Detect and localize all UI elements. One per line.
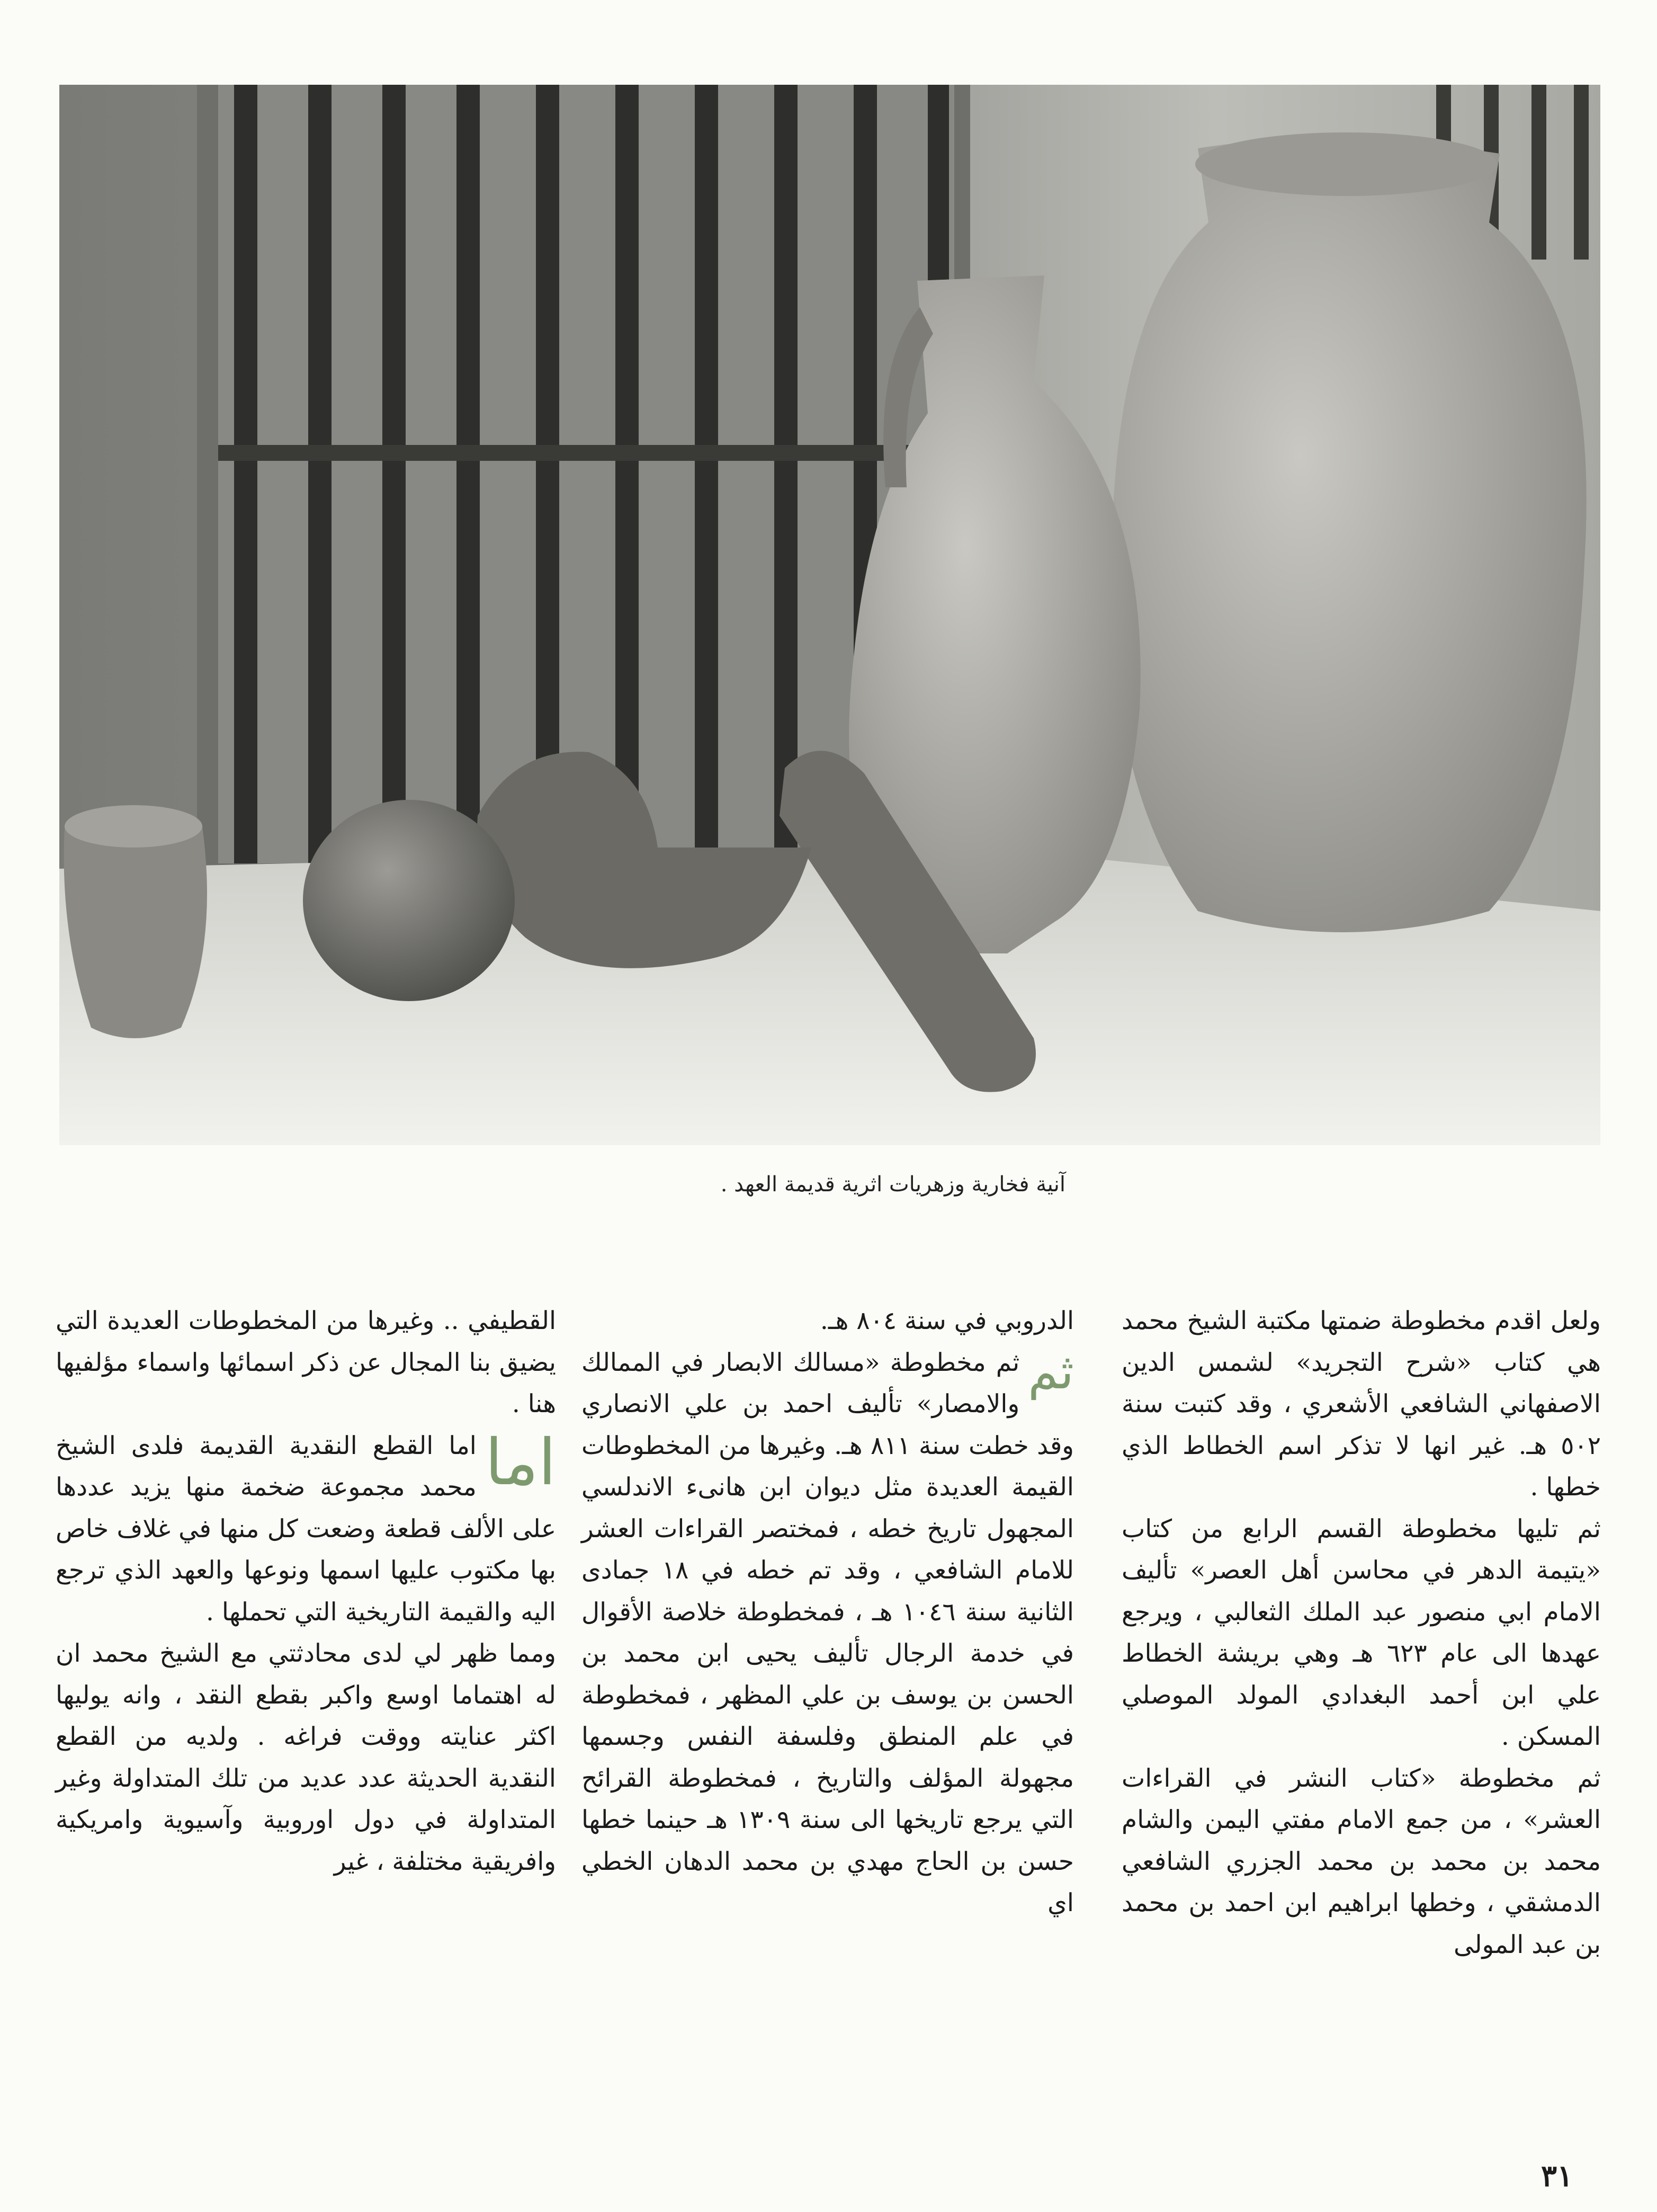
pottery-photo-illustration xyxy=(59,85,1600,1145)
paragraph: الدروبي في سنة ٨٠٤ هـ. xyxy=(820,1306,1074,1335)
paragraph-text: اما القطع النقدية القديمة فلدى الشيخ محمد مجموعة ضخمة منها يزيد عددها على الألف قطعة وضعت كل منها في غلاف خاص بها مكتوب عليها اسمها ونوعها والعهد الذي ترجع اليه والقيمة التاريخية التي تحملها . xyxy=(56,1431,556,1627)
paragraph xyxy=(581,1342,1074,1924)
page-number: ٣١ xyxy=(1541,2159,1573,2193)
paragraph: ولعل اقدم مخطوطة ضمتها مكتبة الشيخ محمد هي كتاب «شرح التجريد» لشمس الدين الاصفهاني الشافعي الأشعري ، وقد كتبت سنة ٥٠٢ هـ. غير انها لا تذكر اسم الخطاط الذي خطها . xyxy=(1122,1306,1601,1502)
text-column-left xyxy=(56,1300,556,1883)
text-column-middle xyxy=(581,1300,1074,1924)
drop-cap: اما xyxy=(485,1425,556,1500)
drop-cap: ثم xyxy=(1028,1343,1074,1400)
paragraph: ومما ظهر لي لدى محادثتي مع الشيخ محمد ان له اهتماما اوسع واكبر بقطع النقد ، وانه يوليها اكثر عنايته ووقت فراغه . ولديه من القطع النقدية الحديثة عدد عديد من تلك المتداولة وغير المتداولة في دول اوروبية وآسيوية وامريكية وافريقية مختلفة ، غير xyxy=(56,1639,556,1876)
paragraph: ثم مخطوطة «كتاب النشر في القراءات العشر» ، من جمع الامام مفتي اليمن والشام محمد بن محمد بن محمد الجزري الشافعي الدمشقي ، وخطها ابراهيم ابن احمد بن محمد بن عبد المولى xyxy=(1122,1763,1601,1959)
pottery-photo xyxy=(59,85,1600,1145)
photo-caption: آنية فخارية وزهريات اثرية قديمة العهد . xyxy=(720,1172,1065,1197)
paragraph: القطيفي .. وغيرها من المخطوطات العديدة التي يضيق بنا المجال عن ذكر اسمائها واسماء مؤلفيها هنا . xyxy=(56,1306,556,1419)
text-column-right xyxy=(1122,1300,1601,1966)
paragraph: ثم تليها مخطوطة القسم الرابع من كتاب «يتيمة الدهر في محاسن أهل العصر» تأليف الامام ابي منصور عبد الملك الثعالبي ، ويرجع عهدها الى عام ٦٢٣ هـ وهي بريشة الخطاط علي ابن أحمد البغدادي المولد الموصلي المسكن . xyxy=(1122,1514,1601,1751)
paragraph xyxy=(56,1425,556,1634)
paragraph-text: ثم مخطوطة «مسالك الابصار في الممالك والامصار» تأليف احمد بن علي الانصاري وقد خطت سنة ٨١١ هـ. وغيرها من المخطوطات القيمة العديدة مثل ديوان ابن هانىء الاندلسي المجهول تاريخ خطه ، فمختصر القراءات العشر للامام الشافعي ، وقد تم خطه في ١٨ جمادى الثانية سنة ١٠٤٦ هـ ، فمخطوطة خلاصة الأقوال في خدمة الرجال تأليف يحيى ابن محمد بن الحسن بن يوسف بن علي المظهر ، فمخطوطة في علم المنطق وفلسفة النفس وجسمها مجهولة المؤلف والتاريخ ، فمخطوطة القرائح التي يرجع تاريخها الى سنة ١٣٠٩ هـ حينما خطها حسن بن الحاج مهدي بن محمد الدهان الخطي اي xyxy=(581,1348,1074,1917)
